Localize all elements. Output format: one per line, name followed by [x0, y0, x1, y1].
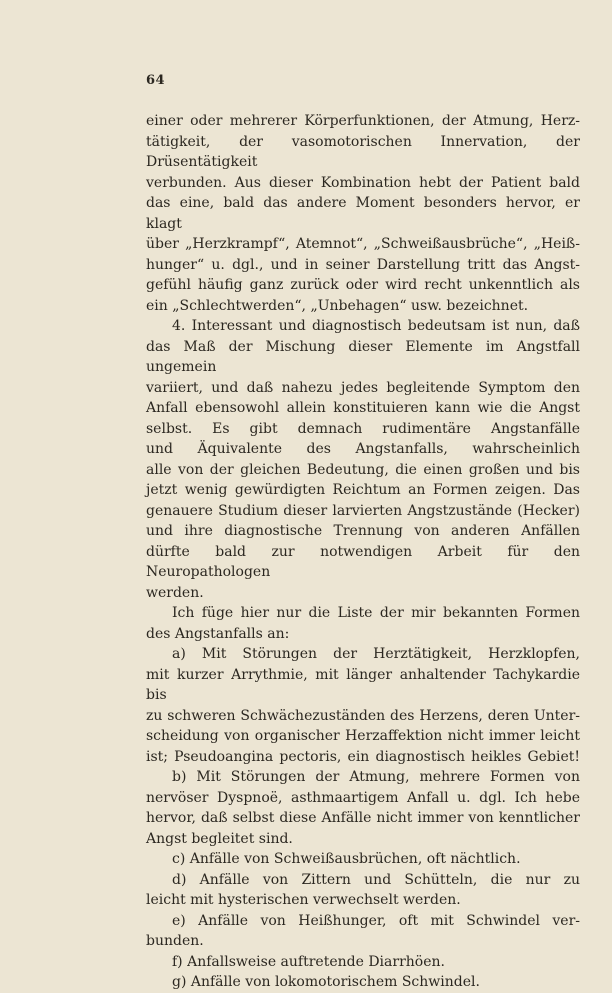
text-line: nervöser Dyspnoë, asthmaartigem Anfall u. dgl. Ich hebe [146, 789, 580, 806]
text-line: zu schweren Schwächezuständen des Herzens, deren Unter- [146, 707, 580, 724]
text-line: einer oder mehrerer Körperfunktionen, der Atmung, Herz- [146, 113, 580, 129]
text-line: ein „Schlechtwerden“, „Unbehagen“ usw. bezeichnet. [146, 297, 529, 314]
text-line: tätigkeit, der vasomotorischen Innervation, der Drüsentätigkeit [146, 133, 580, 170]
page-number: 64 [146, 73, 166, 88]
text-line: Ich füge hier nur die Liste der mir bekannten Formen [172, 605, 580, 621]
text-line: c) Anfälle von Schweißausbrüchen, oft nächtlich. [172, 851, 521, 867]
text-line: a) Mit Störungen der Herztätigkeit, Herzklopfen, [172, 646, 580, 662]
text-line: werden. [146, 584, 204, 601]
text-line: über „Herzkrampf“, Atemnot“, „Schweißausbrüche“, „Heiß- [146, 236, 580, 252]
text-line: f) Anfallsweise auftretende Diarrhöen. [172, 953, 445, 970]
text-line: genauere Studium dieser larvierten Angstzustände (Hecker) [146, 502, 580, 519]
text-line: leicht mit hysterischen verwechselt werden. [146, 892, 461, 908]
text-line: b) Mit Störungen der Atmung, mehrere Formen von [172, 769, 580, 785]
text-line: d) Anfälle von Zittern und Schütteln, die nur zu [172, 871, 580, 888]
text-line: jetzt wenig gewürdigten Reichtum an Formen zeigen. Das [146, 482, 580, 498]
text-line: und Äquivalente des Angstanfalls, wahrscheinlich [146, 441, 580, 457]
text-line: selbst. Es gibt demnach rudimentäre Angstanfälle [146, 420, 580, 437]
text-line: gefühl häufig ganz zurück oder wird recht unkenntlich als [146, 277, 580, 293]
text-line: das eine, bald das andere Moment besonders hervor, er klagt [146, 195, 580, 232]
text-line: Angst begleitet sind. [146, 830, 293, 847]
text-line: verbunden. Aus dieser Kombination hebt der Patient bald [146, 174, 580, 191]
text-line: hervor, daß selbst diese Anfälle nicht immer von kenntlicher [146, 810, 580, 826]
text-line: bunden. [146, 933, 204, 949]
text-line: Anfall ebensowohl allein konstituieren kann wie die Angst [146, 400, 580, 416]
text-line: scheidung von organischer Herzaffektion nicht immer leicht [146, 728, 580, 744]
text-line: g) Anfälle von lokomotorischem Schwindel. [172, 974, 480, 990]
text-line: alle von der gleichen Bedeutung, die einen großen und bis [146, 461, 580, 478]
text-line: des Angstanfalls an: [146, 625, 290, 642]
text-line: hunger“ u. dgl., und in seiner Darstellung tritt das Angst- [146, 256, 580, 273]
text-line: e) Anfälle von Heißhunger, oft mit Schwindel ver- [172, 912, 580, 929]
text-line: mit kurzer Arrythmie, mit länger anhaltender Tachykardie bis [146, 666, 580, 703]
text-line: das Maß der Mischung dieser Elemente im Angstfall ungemein [146, 338, 580, 375]
text-line: ist; Pseudoangina pectoris, ein diagnostisch heikles Gebiet! [146, 748, 580, 765]
text-line: 4. Interessant und diagnostisch bedeutsam ist nun, daß [172, 318, 580, 334]
text-line: dürfte bald zur notwendigen Arbeit für den Neuropathologen [146, 543, 580, 580]
text-line: und ihre diagnostische Trennung von anderen Anfällen [146, 523, 580, 539]
text-line: variiert, und daß nahezu jedes begleitende Symptom den [146, 379, 580, 396]
body-text [146, 111, 580, 993]
